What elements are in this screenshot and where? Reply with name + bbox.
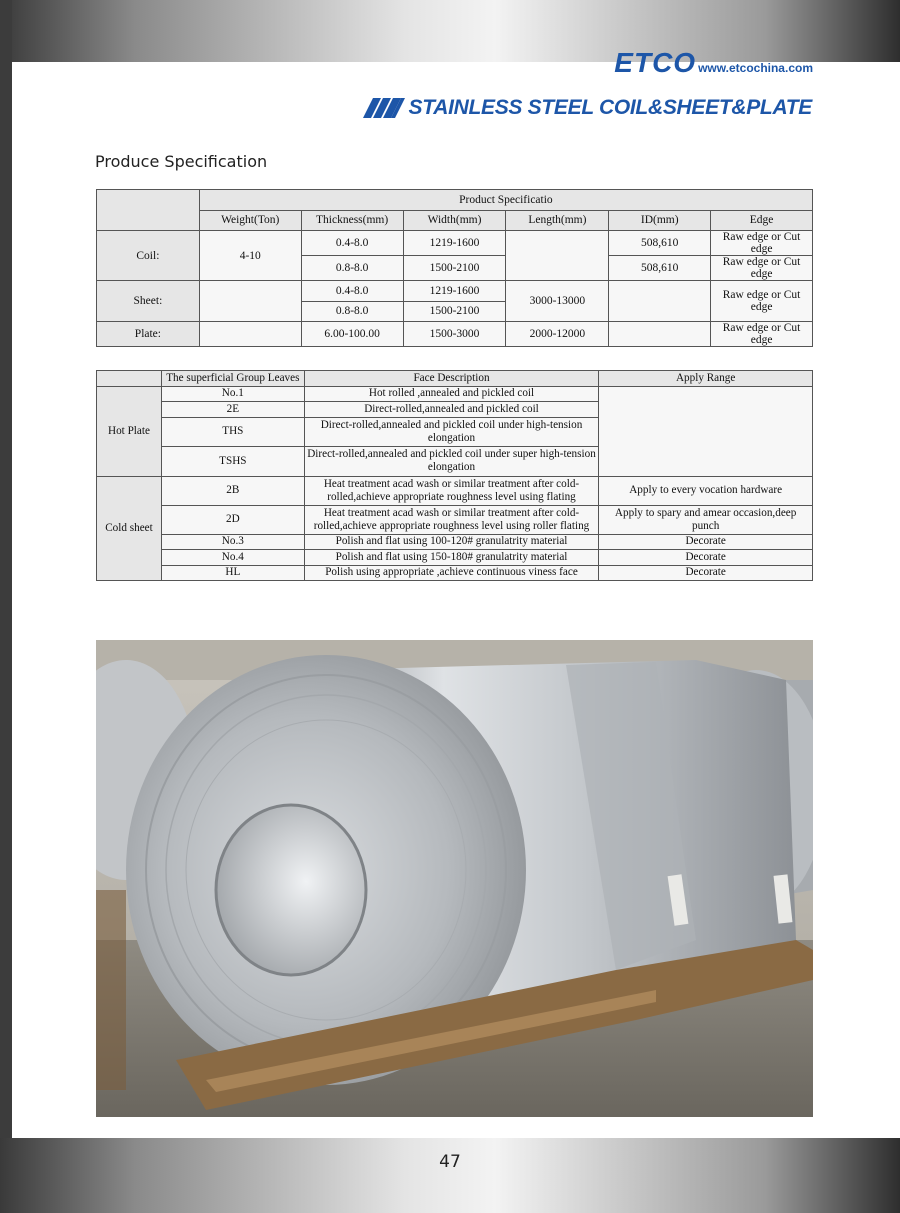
- surface-finish-table: [96, 370, 813, 581]
- apply-cell: Decorate: [599, 550, 813, 566]
- grade-cell: TSHS: [161, 446, 304, 476]
- bottom-gradient-bar: [0, 1138, 900, 1213]
- plate-edge: Raw edge or Cut edge: [711, 322, 813, 347]
- coil-edge: Raw edge or Cut edge: [711, 231, 813, 256]
- description-cell: Hot rolled ,annealed and pickled coil: [304, 386, 599, 402]
- description-cell: Direct-rolled,annealed and pickled coil under high-tension elongation: [304, 417, 599, 446]
- col-header-length: Length(mm): [506, 210, 609, 231]
- apply-cell: Decorate: [599, 565, 813, 581]
- corner-cell: [97, 371, 162, 387]
- steel-coil-photo: [96, 640, 813, 1117]
- sheet-length: 3000-13000: [506, 281, 609, 322]
- grade-cell: HL: [161, 565, 304, 581]
- sheet-thickness: 0.8-8.0: [301, 301, 403, 322]
- plate-width: 1500-3000: [403, 322, 506, 347]
- description-cell: Polish and flat using 150-180# granulatrity material: [304, 550, 599, 566]
- sheet-width: 1219-1600: [403, 281, 506, 302]
- grade-cell: THS: [161, 417, 304, 446]
- coil-width: 1500-2100: [403, 256, 506, 281]
- col-header-thickness: Thickness(mm): [301, 210, 403, 231]
- apply-cell: Apply to spary and amear occasion,deep punch: [599, 505, 813, 534]
- group-label-cold-sheet: Cold sheet: [97, 476, 162, 581]
- plate-length: 2000-12000: [506, 322, 609, 347]
- group-label-hot-plate: Hot Plate: [97, 386, 162, 476]
- coil-weight: 4-10: [199, 231, 301, 281]
- plate-id: [609, 322, 711, 347]
- sheet-id: [609, 281, 711, 322]
- coil-thickness: 0.8-8.0: [301, 256, 403, 281]
- description-cell: Direct-rolled,annealed and pickled coil under super high-tension elongation: [304, 446, 599, 476]
- section-title: Produce Specification: [95, 152, 268, 171]
- left-edge-stripe: [0, 0, 12, 1213]
- product-spec-table: [96, 189, 813, 347]
- stripes-icon: [363, 98, 405, 118]
- plate-weight: [199, 322, 301, 347]
- col-header-width: Width(mm): [403, 210, 506, 231]
- coil-id: 508,610: [609, 231, 711, 256]
- coil-id: 508,610: [609, 256, 711, 281]
- grade-cell: 2E: [161, 402, 304, 418]
- col-header-id: ID(mm): [609, 210, 711, 231]
- col-header-grade: The superficial Group Leaves: [161, 371, 304, 387]
- apply-cell: Apply to every vocation hardware: [599, 476, 813, 505]
- coil-thickness: 0.4-8.0: [301, 231, 403, 256]
- spec-group-header: Product Specificatio: [199, 190, 812, 211]
- page-number: 47: [439, 1152, 461, 1172]
- row-label-plate: Plate:: [97, 322, 200, 347]
- row-label-coil: Coil:: [97, 231, 200, 281]
- description-cell: Heat treatment acad wash or similar treatment after cold-rolled,achieve appropriate roughness level using roller flating: [304, 505, 599, 534]
- col-header-description: Face Description: [304, 371, 599, 387]
- steel-coil-illustration: [96, 640, 813, 1117]
- brand-url: www.etcochina.com: [698, 61, 813, 75]
- sheet-edge: Raw edge or Cut edge: [711, 281, 813, 322]
- description-cell: Heat treatment acad wash or similar treatment after cold-rolled,achieve appropriate roughness level using flating: [304, 476, 599, 505]
- col-header-edge: Edge: [711, 210, 813, 231]
- sheet-weight: [199, 281, 301, 322]
- coil-edge: Raw edge or Cut edge: [711, 256, 813, 281]
- grade-cell: 2D: [161, 505, 304, 534]
- headline-text: STAINLESS STEEL COIL&SHEET&PLATE: [408, 96, 812, 119]
- apply-cell: Decorate: [599, 534, 813, 550]
- grade-cell: No.4: [161, 550, 304, 566]
- page-headline: [363, 96, 812, 120]
- row-label-sheet: Sheet:: [97, 281, 200, 322]
- sheet-thickness: 0.4-8.0: [301, 281, 403, 302]
- apply-cell: [599, 386, 813, 476]
- col-header-weight: Weight(Ton): [199, 210, 301, 231]
- description-cell: Direct-rolled,annealed and pickled coil: [304, 402, 599, 418]
- brand-logo: [614, 47, 813, 79]
- plate-thickness: 6.00-100.00: [301, 322, 403, 347]
- grade-cell: No.1: [161, 386, 304, 402]
- grade-cell: No.3: [161, 534, 304, 550]
- sheet-width: 1500-2100: [403, 301, 506, 322]
- corner-cell: [97, 190, 200, 231]
- description-cell: Polish and flat using 100-120# granulatrity material: [304, 534, 599, 550]
- coil-length: [506, 231, 609, 281]
- brand-name: ETCO: [614, 47, 697, 78]
- col-header-apply: Apply Range: [599, 371, 813, 387]
- coil-width: 1219-1600: [403, 231, 506, 256]
- grade-cell: 2B: [161, 476, 304, 505]
- description-cell: Polish using appropriate ,achieve continuous viness face: [304, 565, 599, 581]
